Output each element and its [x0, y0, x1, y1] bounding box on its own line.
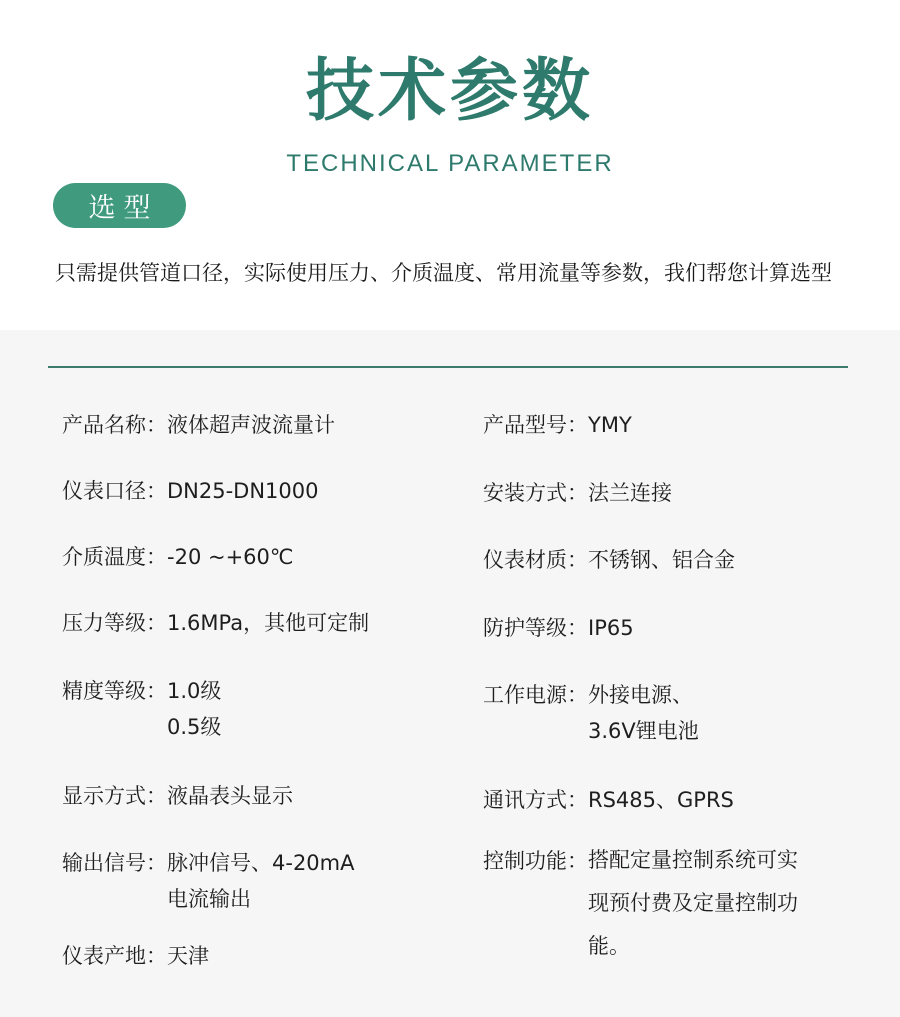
param-label: 压力等级：	[62, 611, 167, 635]
param-model	[483, 407, 632, 443]
param-value: 外接电源、 3.6V锂电池	[588, 683, 699, 743]
param-value: RS485、GPRS	[588, 788, 734, 812]
page-subtitle: TECHNICAL PARAMETER	[286, 150, 614, 177]
param-label: 产品型号：	[483, 413, 588, 437]
param-communication	[483, 782, 734, 818]
param-value: 1.0级 0.5级	[167, 679, 222, 739]
param-value: 法兰连接	[588, 481, 672, 505]
param-label: 仪表口径：	[62, 479, 167, 503]
param-value: 脉冲信号、4-20mA 电流输出	[167, 851, 355, 911]
param-accuracy	[62, 673, 221, 745]
divider-line	[48, 366, 848, 368]
param-label: 通讯方式：	[483, 788, 588, 812]
selection-badge: 选型	[53, 183, 186, 228]
param-value: 液体超声波流量计	[167, 413, 335, 437]
param-value: 天津	[167, 944, 209, 968]
param-value: 搭配定量控制系统可实现预付费及定量控制功能。	[588, 848, 798, 958]
param-label: 防护等级：	[483, 616, 588, 640]
param-value: 液晶表头显示	[167, 784, 293, 808]
param-output-signal	[62, 845, 354, 917]
param-installation	[483, 475, 672, 511]
param-material	[483, 542, 735, 578]
param-value: 1.6MPa，其他可定制	[167, 611, 370, 635]
param-value: -20 ~+60℃	[167, 545, 294, 569]
param-pressure-rating	[62, 605, 369, 641]
param-label: 仪表材质：	[483, 548, 588, 572]
param-label: 安装方式：	[483, 481, 588, 505]
page-title: 技术参数	[305, 52, 594, 131]
param-value: DN25-DN1000	[167, 479, 319, 503]
param-label: 输出信号：	[62, 851, 167, 875]
param-label: 仪表产地：	[62, 944, 167, 968]
param-label: 介质温度：	[62, 545, 167, 569]
param-label: 显示方式：	[62, 784, 167, 808]
param-product-name	[62, 407, 335, 443]
param-label: 产品名称：	[62, 413, 167, 437]
param-origin	[62, 938, 209, 974]
param-control-function	[483, 843, 818, 968]
selection-intro: 只需提供管道口径，实际使用压力、介质温度、常用流量等参数，我们帮您计算选型	[55, 261, 832, 285]
param-power-supply	[483, 677, 699, 749]
param-value: IP65	[588, 616, 634, 640]
param-value: YMY	[588, 413, 632, 437]
param-label: 控制功能：	[483, 849, 588, 873]
param-display-mode	[62, 778, 293, 814]
param-value: 不锈钢、铝合金	[588, 548, 735, 572]
param-label: 精度等级：	[62, 679, 167, 703]
param-protection	[483, 610, 634, 646]
param-medium-temperature	[62, 539, 293, 575]
param-label: 工作电源：	[483, 683, 588, 707]
param-caliber	[62, 473, 319, 509]
